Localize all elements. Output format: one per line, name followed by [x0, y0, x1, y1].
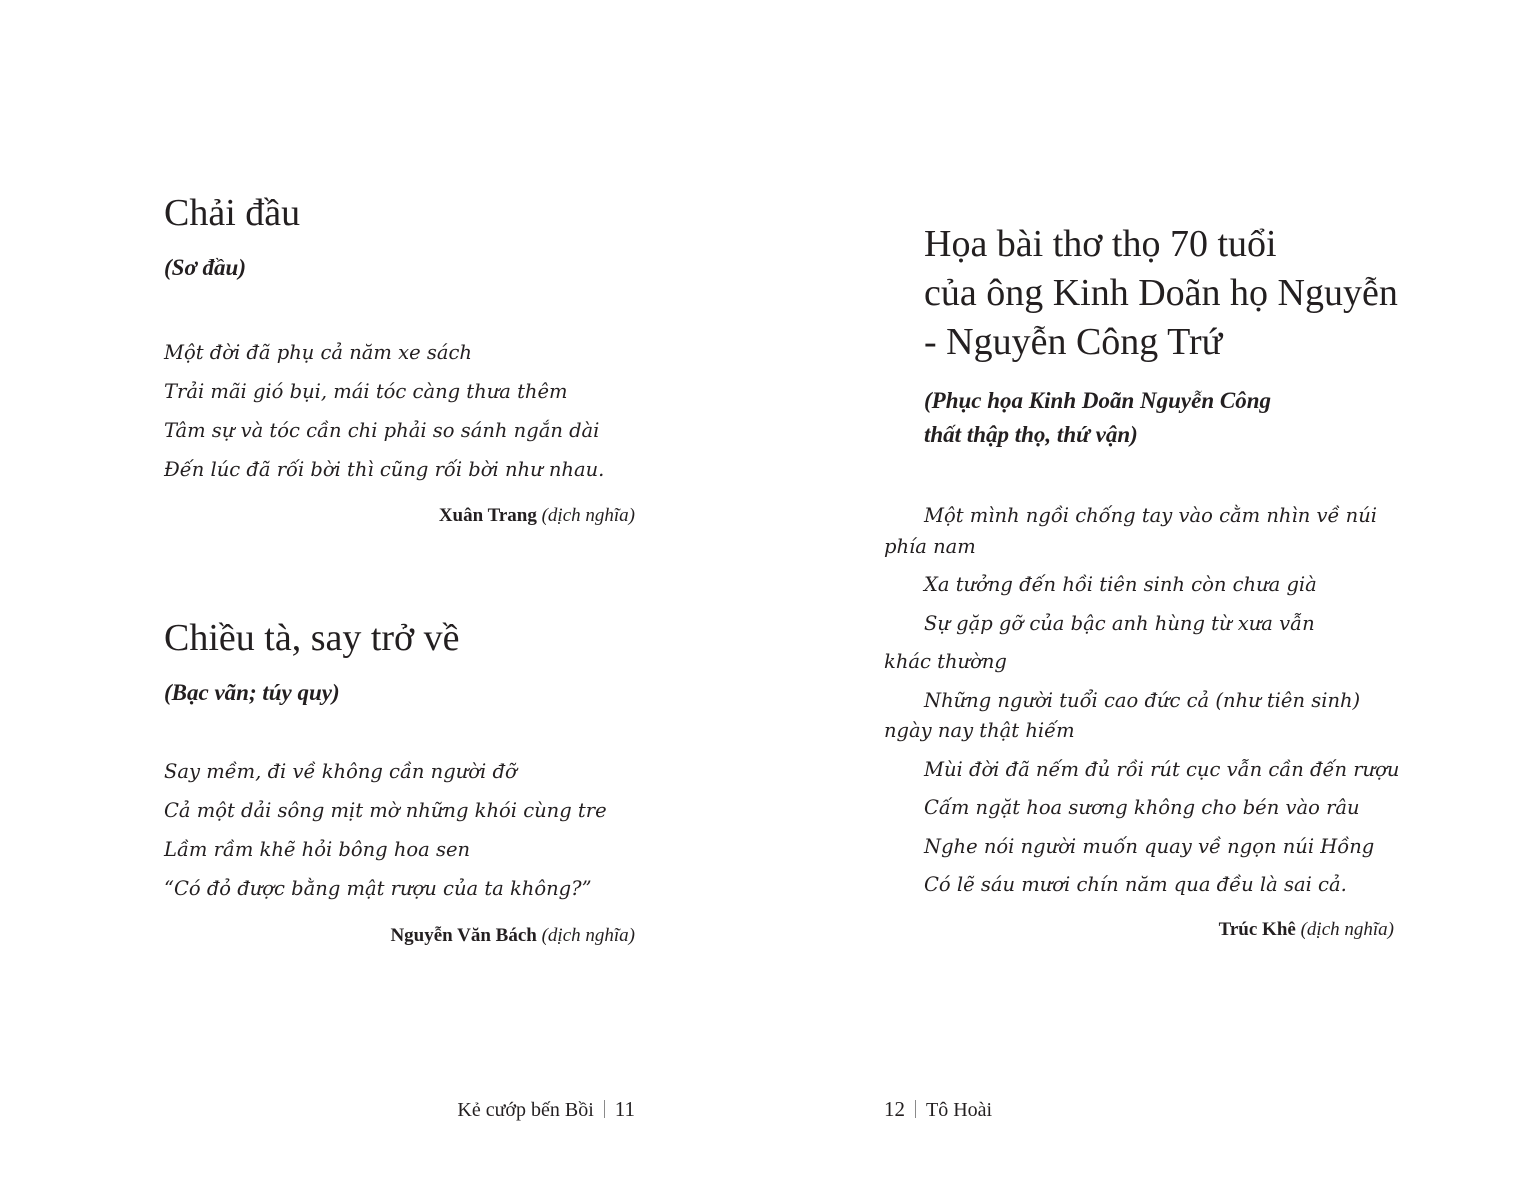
poem-line: Những người tuổi cao đức cả (như tiên sinh) — [924, 688, 1361, 712]
footer-divider — [604, 1100, 605, 1118]
translator-name: Trúc Khê — [1218, 919, 1296, 940]
poem-line: Trải mãi gió bụi, mái tóc càng thưa thêm — [164, 380, 568, 403]
poem-line: Nghe nói người muốn quay về ngọn núi Hồng — [924, 834, 1375, 858]
poem-line: Xa tưởng đến hồi tiên sinh còn chưa già — [924, 573, 1317, 596]
running-head-author: Tô Hoài — [926, 1099, 993, 1121]
poem-line: Mùi đời đã nếm đủ rồi rút cục vẫn cần đến rượu — [924, 757, 1400, 781]
poem-subtitle: (Bạc vãn; túy quy) — [164, 680, 340, 705]
right-page — [770, 0, 1539, 1184]
title-line: - Nguyễn Công Trứ — [924, 321, 1223, 363]
poem-line: Lầm rầm khẽ hỏi bông hoa sen — [164, 838, 471, 861]
poem-subtitle — [924, 384, 1271, 452]
poem-line: Sự gặp gỡ của bậc anh hùng từ xưa vẫn — [924, 611, 1315, 635]
page-number: 12 — [884, 1097, 905, 1121]
poem-line: Đến lúc đã rối bời thì cũng rối bời như nhau. — [164, 458, 605, 481]
poem-line-continuation: ngày nay thật hiếm — [884, 719, 1075, 742]
page-number: 11 — [614, 1097, 635, 1121]
poem-line: Cấm ngặt hoa sương không cho bén vào râu — [924, 796, 1360, 819]
poem-line: Cả một dải sông mịt mờ những khói cùng tre — [164, 799, 607, 822]
poem-line: Có lẽ sáu mươi chín năm qua đều là sai cả. — [924, 873, 1347, 896]
translator-credit — [1219, 918, 1394, 942]
page-footer — [457, 1096, 635, 1123]
poem-line: Tâm sự và tóc cần chi phải so sánh ngắn dài — [164, 419, 600, 442]
poem-line: “Có đỏ được bằng mật rượu của ta không?” — [164, 877, 592, 900]
title-line: Họa bài thơ thọ 70 tuổi — [924, 223, 1277, 265]
translator-role: (dịch nghĩa) — [1300, 919, 1394, 940]
poem-line: Một mình ngồi chống tay vào cằm nhìn về núi — [924, 504, 1378, 527]
translator-credit — [439, 504, 635, 528]
poem-line: Một đời đã phụ cả năm xe sách — [164, 341, 472, 364]
poem-title: Chải đầu — [164, 192, 301, 234]
translator-name: Xuân Trang — [438, 505, 537, 526]
poem-body — [884, 497, 1400, 905]
running-head-title: Kẻ cướp bến Bồi — [457, 1099, 594, 1121]
poem-line: Say mềm, đi về không cần người đỡ — [164, 760, 517, 783]
poem-subtitle: (Sơ đầu) — [164, 255, 246, 280]
poem-line-continuation: khác thường — [884, 650, 1007, 673]
translator-name: Nguyễn Văn Bách — [390, 925, 537, 946]
subtitle-line: (Phục họa Kinh Doãn Nguyễn Công — [924, 388, 1271, 413]
translator-role: (dịch nghĩa) — [541, 925, 635, 946]
footer-divider — [915, 1100, 916, 1118]
poem-title — [924, 220, 1398, 367]
poem-body — [164, 752, 607, 908]
translator-credit — [390, 924, 635, 948]
poem-body — [164, 333, 604, 489]
subtitle-line: thất thập thọ, thứ vận) — [924, 422, 1138, 447]
page-footer — [884, 1096, 992, 1123]
translator-role: (dịch nghĩa) — [541, 505, 635, 526]
poem-line-continuation: phía nam — [884, 534, 976, 558]
title-line: của ông Kinh Doãn họ Nguyễn — [924, 272, 1398, 314]
poem-title: Chiều tà, say trở về — [164, 617, 460, 659]
